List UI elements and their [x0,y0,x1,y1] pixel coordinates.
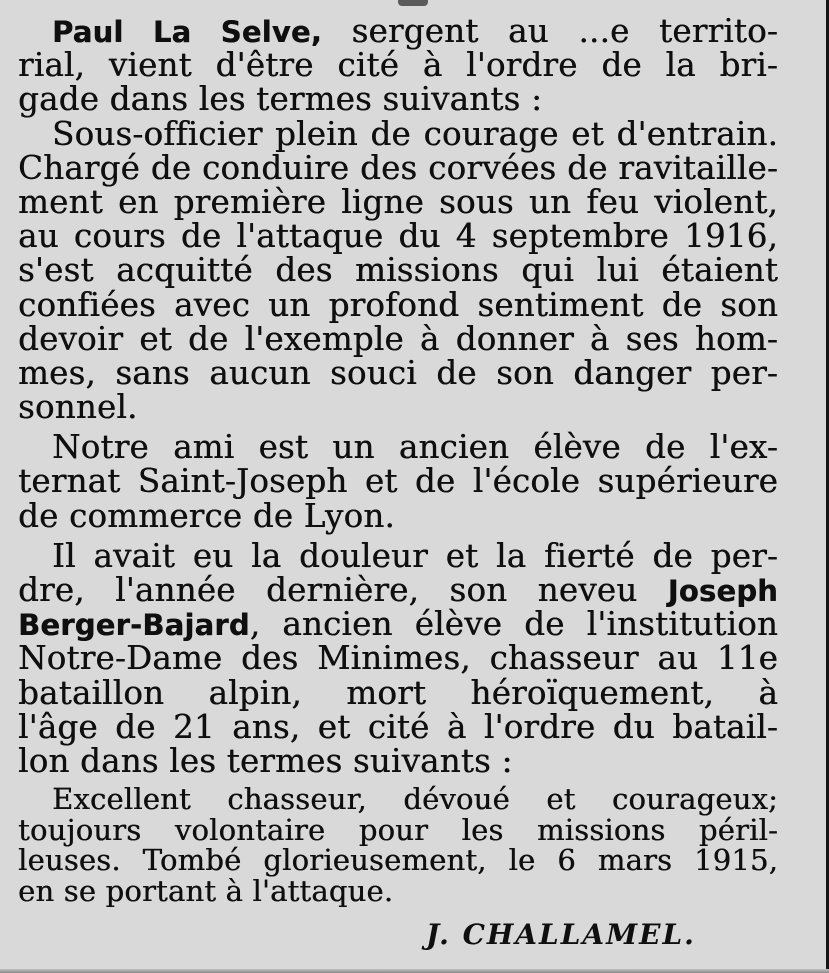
paragraph-nephew [18,536,778,780]
text-line: Excellent chasseur, dévoué et courageux; [52,782,778,817]
text-line: au cours de l'attaque du 4 septembre 1916, [18,217,778,256]
text-span: dre, l'année dernière, son neveu [18,571,668,609]
person-name: Berger-Bajard [18,608,250,643]
citation-block [18,114,778,427]
text-line: Sous-officier plein de courage et d'entrain. [52,114,778,153]
text-line: l'âge de 21 ans, et cité à l'ordre du batail- [18,707,778,746]
text-line: sonnel. [18,388,138,427]
text-line: ternat Saint-Joseph et de l'école supérieure [18,462,778,501]
text-line [18,605,778,644]
text-line: Notre ami est un ancien élève de l'ex- [52,428,778,467]
text-line: s'est acquitté des missions qui lui étaient [18,251,778,290]
text-line: devoir et de l'exemple à donner à ses hom- [18,319,778,358]
paragraph-alumnus [18,430,778,533]
text-span: sergent au ...e territo- [321,12,778,50]
person-name: Paul La Selve, [52,15,322,49]
text-span: , ancien élève de l'institution [249,605,778,644]
text-line: Il avait eu la douleur et la fierté de per- [52,536,778,575]
paragraph-intro [18,14,778,117]
text-line: rial, vient d'être cité à l'ordre de la bri- [18,46,778,85]
text-line: Chargé de conduire des corvées de ravitaille- [18,148,778,187]
text-line: leuses. Tombé glorieusement, le 6 mars 1915, [18,843,778,878]
citation-block [18,784,778,906]
author-signature: J. CHALLAMEL. [426,918,696,951]
ornament-remnant [398,0,428,6]
article-column [18,14,778,906]
text-line [18,573,778,607]
text-line: de commerce de Lyon. [18,496,395,535]
person-name: Joseph [667,574,778,608]
text-line: bataillon alpin, mort héroïquement, à [18,673,778,712]
clipping-edge [0,969,829,973]
text-line: lon dans les termes suivants : [18,741,513,780]
text-line: confiées avec un profond sentiment de son [18,285,778,324]
text-line: ment en première ligne sous un feu violent, [18,182,778,221]
text-line: gade dans les termes suivants : [18,80,543,119]
text-line: Notre-Dame des Minimes, chasseur au 11e [18,639,778,678]
text-line [18,14,778,48]
text-line: mes, sans aucun souci de son danger per- [18,353,778,392]
text-line: toujours volontaire pour les missions péril- [18,812,778,847]
text-line: en se portant à l'attaque. [18,873,394,908]
